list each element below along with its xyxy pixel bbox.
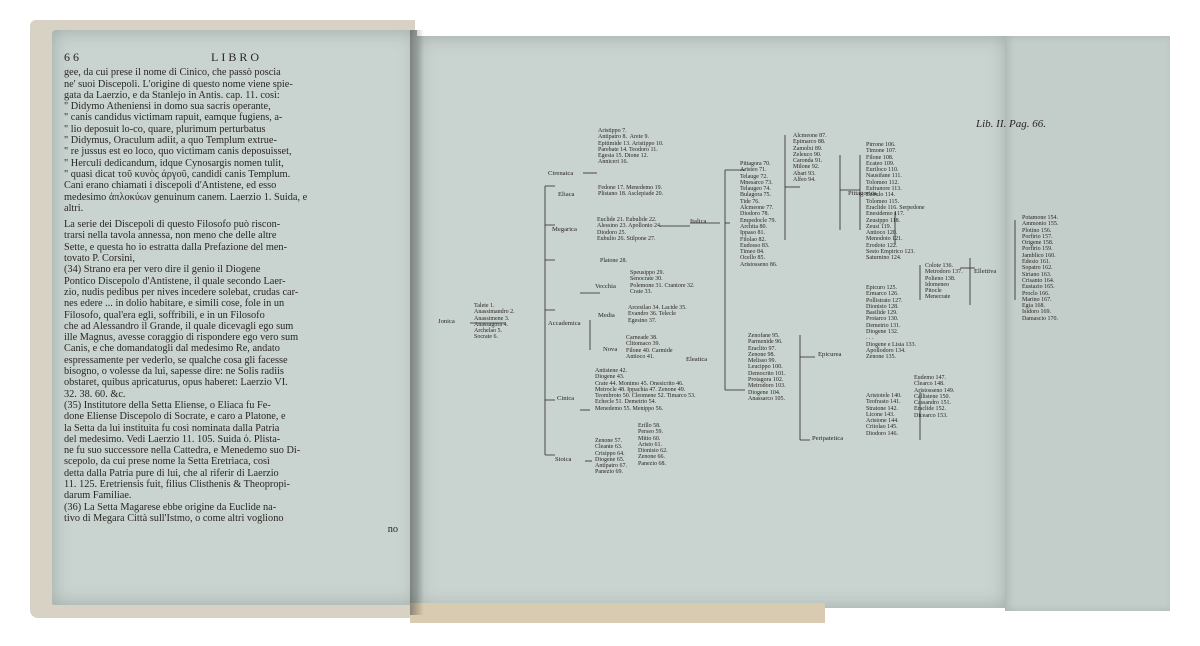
plate-heading: Lib. II. Pag. 66. xyxy=(976,118,1046,130)
text-line: detta dalla Patria pure di lui, che al riferir di Laerzio xyxy=(64,467,279,479)
text-line: 32. 38. 60. &c. xyxy=(64,388,126,400)
text-line: done Eliense Discepolo di Socrate, e caro a Platone, e xyxy=(64,411,286,423)
branch-pittagorica: Pittagorica xyxy=(848,190,877,197)
branch-eleatica: Eleatica xyxy=(686,356,708,363)
text-line: scepolo, da cui prese nome la Setta Eretriaca, così xyxy=(64,456,270,468)
list-cirenaica: Aristippo 7. Antipatro 8. Arete 9. Epitimide 13. Aristippo 10. Parebate 14. Teodoro 11. Egesia 15. Dione 12. Anniceri 16. xyxy=(598,128,664,166)
text-line: gata da Laerzio, e da Stanlejo in Antis. cap. 11. così: xyxy=(64,89,280,101)
list-cinica: Antistene 42. Diogene 43. Crate 44. Monimo 45. Onesicrito 46. Metrocle 48. Ippachia 47. Zenone 49. Teombroto 50. Cleomene 52. Timarco 53. Echecle 51. Demetrio 54. Menedemo 55. Menippo 56. xyxy=(595,368,696,412)
list-peripatetica: Aristotele 140. Teofrasto 141. Stratone 142. Licone 143. Aristone 144. Critolao 145. Diodoro 146. xyxy=(866,393,902,437)
text-line: (36) La Setta Magarese ebbe origine da Euclide na- xyxy=(64,501,277,513)
list-platone: Platone 28. xyxy=(600,258,627,264)
text-line: Canis, e che domandatogli dal medesimo Re, andato xyxy=(64,343,280,355)
text-line: nes edere ... in dolio habitare, e simili cose, fole in un xyxy=(64,298,285,310)
list-epicurea: Epicuro 125. Ermarco 126. Pollistrato 127. Dionisio 128. Basilide 129. Protarco 130. Demetrio 131. Diogene 132. . . . Diogene e Lisia 133. Apollodoro 134. Zenone 135. xyxy=(866,285,916,361)
text-line: 11. 125. Eretriensis fuit, filius Clisthenis & Theopropi- xyxy=(64,478,290,490)
list-media: Arcesilao 34. Lacide 35. Evandro 36. Telecle Egesino 37. xyxy=(628,305,687,324)
list-italica-top: Alcmeone 87. Epimarco 88. Zamolxi 89. Zeleuco 90. Caronda 91. Milone 92. Abari 93. Alfeo 94. xyxy=(793,133,827,184)
text-line: " lio deposuit lo-co, quare, plurimum perturbatus xyxy=(64,123,266,135)
list-pittagorica: Pirrone 106. Timone 107. Filone 108. Ecateo 109. Euriloco 110. Nausifane 111. Tolomeo 112. Eufranore 113. Eubulo 114. Tolomeo 115. Eraclide 116. Serpedone Enesidemo 117. Zeusippo 118. Zeusi 119. Antioco 120. Menodoto 121. Erodoto 122. Sesto Empirico 123. Saturnino 124. xyxy=(866,142,925,262)
list-italica: Pittagora 70. Aristeo 71. Telauge 72. Mnesarco 73. Telaugeo 74. Bulagora 75. Tide 76. Alcmeone 77. Diodoro 78. Empedocle 79. Archita 80. Ippaso 81. Filolao 82. Eudosso 83. Timeo 84. Ocello 85. Aristosseno 86. xyxy=(740,161,778,268)
catchword: no xyxy=(387,524,398,536)
text-line: medesimo ἁπλοκύων genuinum canem. Laerzio 1. Suida, e xyxy=(64,191,308,203)
text-line: ille Magnus, avesse coraggio di rispondere ego vero sum xyxy=(64,332,299,344)
branch-eliaca: Eliaca xyxy=(558,191,575,198)
running-head: LIBRO xyxy=(211,50,262,64)
text-line: ne' suoi Discepoli. L'origine di questo nome viene spie- xyxy=(64,78,293,90)
text-line: (34) Strano era per vero dire il genio il Diogene xyxy=(64,264,261,276)
text-line: bisogno, o volesse da lui, sapesse dire: ne Solis radiis xyxy=(64,366,284,378)
list-peripatetica-right: Eudemo 147. Clearco 148. Aristosseno 149. Callistene 150. Cassandro 151. Eraclide 152. Dicearco 153. xyxy=(914,375,955,419)
list-eleatica: Zenofane 95. Parmenide 96. Eraclito 97. Zenone 98. Melisso 99. Leucippo 100. Democrito 101. Protagora 102. Metrodoro 103. Diogene 104. Anassarco 105. xyxy=(748,333,786,402)
text-line: espressamente per vederlo, se qualche cosa gli facesse xyxy=(64,354,288,366)
text-line: trarsi nella tavola annessa, non meno che delle altre xyxy=(64,230,277,242)
ionic-chain-list: Talete 1. Anassimandro 2. Anassimene 3. Anassagora 4. Archelao 5. Socrate 6. xyxy=(474,303,515,341)
list-ellettiva: Potamone 154. Ammonio 155. Plotino 156. Porfirio 157. Origene 158. Porfirio 159. Jamblico 160. Edesio 161. Sopatro 162. Siriano 163. Crisanto 164. Eustazio 165. Proclo 166. Marino 167. Egia 168. Isidoro 169. Damascio 170. xyxy=(1022,215,1059,322)
text-line: zio, nudis pedibus per nives incedere solebat, crudas car- xyxy=(64,286,299,298)
text-line: " canis candidus victimam rapuit, eamque fugiens, a- xyxy=(64,112,283,124)
branch-media: Media xyxy=(598,312,615,319)
text-line: ne fu suo successore nella Cattedra, e Menedemo suo Di- xyxy=(64,445,301,457)
text-line: tivo di Megara Città sull'Istmo, o come altri vogliono xyxy=(64,512,284,524)
list-nova: Carneade 38. Clitomaco 39. Filone 40. Carmide Antioco 41. xyxy=(626,335,673,360)
page-number: 66 xyxy=(64,50,82,64)
text-line: " Didymus, Oraculum adiit, a quo Templum extrue- xyxy=(64,135,277,147)
text-line: Cani erano chiamati i discepoli d'Antistene, ed esso xyxy=(64,180,277,192)
text-line: (35) Institutore della Setta Eliense, o Eliaca fu Fe- xyxy=(64,399,271,411)
branch-peripatetica: Peripatetica xyxy=(812,435,844,442)
text-line: La serie dei Discepoli di questo Filosofo può riscon- xyxy=(64,219,281,231)
list-vecchia: Speusippo 29. Senocrate 30. Polemone 31. Crantore 32. Crate 33. xyxy=(630,270,695,295)
text-line: la Setta da lui instituita fu così nominata dalla Patria xyxy=(64,422,280,434)
branch-italica: Italica xyxy=(690,218,707,225)
text-line: che ad Alessandro il Grande, il quale dicevagli ego sum xyxy=(64,320,294,332)
text-line: obstaret, quibus apricaturus, opus haberet: Laerzio VI. xyxy=(64,377,288,389)
text-line: del medesimo. Vedi Laerzio 11. 105. Suida ὁ. Plista- xyxy=(64,433,281,445)
branch-cirenaica: Cirenaica xyxy=(548,170,574,177)
text-line: " re jussus est eo loco, quo victimam canis deposuisset, xyxy=(64,146,292,158)
list-stoica-right: Erillo 58. Perseo 59. Mitto 60. Aristo 61. Dionisio 62. Zenone 66. Panezio 68. xyxy=(638,423,668,467)
list-stoica: Zenone 57. Cleante 63. Crisippo 64. Diogene 65. Antipatro 67. Panezio 69. xyxy=(595,438,627,476)
branch-nova: Nova xyxy=(603,346,618,353)
text-line: " Herculi dedicandum, idque Cynosargis nomen tulit, xyxy=(64,157,284,169)
text-line: tovato P. Corsini, xyxy=(64,253,135,265)
branch-epicurea: Epicurea xyxy=(818,351,842,358)
text-line: " Didymo Atheniensi in domo sua sacris operante, xyxy=(64,101,271,113)
branch-stoica: Stoica xyxy=(555,456,572,463)
text-line: Filosofo, qual'era egli, soffribili, e in un Filosofo xyxy=(64,309,265,321)
list-megarica: Euclide 21. Eubulide 22. Alessino 23. Apollonio 24. Diodoro 25. Eubulio 26. Stilpone 27. xyxy=(597,217,662,242)
text-line: Pontico Discepolo d'Antistene, il quale secondo Laer- xyxy=(64,275,286,287)
branch-ellettiva: Ellettiva xyxy=(974,268,997,275)
text-line: " quasi dicat τοῦ κυνὸς ἀργοῦ, candidi canis Templum. xyxy=(64,168,291,180)
root-label-jonica: Jonica xyxy=(438,318,455,325)
text-line: Sette, e questa ho io estratta dalla Prefazione del men- xyxy=(64,241,288,253)
text-line: altri. xyxy=(64,202,84,214)
branch-accademica: Accademica xyxy=(548,320,581,327)
list-epicurea-right: Colote 136. Metrodoro 137. Polieno 138. Idomeneo Pitocle Menecrate xyxy=(925,263,963,301)
list-eliaca: Fedone 17. Menedemo 19. Plistano 18. Asclepiade 20. xyxy=(598,185,664,198)
branch-megarica: Megarica xyxy=(552,226,577,233)
text-line: darum Familiae. xyxy=(64,490,132,502)
text-line: gee, da cui prese il nome di Cinico, che passò poscia xyxy=(64,67,281,79)
branch-cinica: Cinica xyxy=(557,395,575,402)
branch-vecchia: Vecchia xyxy=(595,283,616,290)
